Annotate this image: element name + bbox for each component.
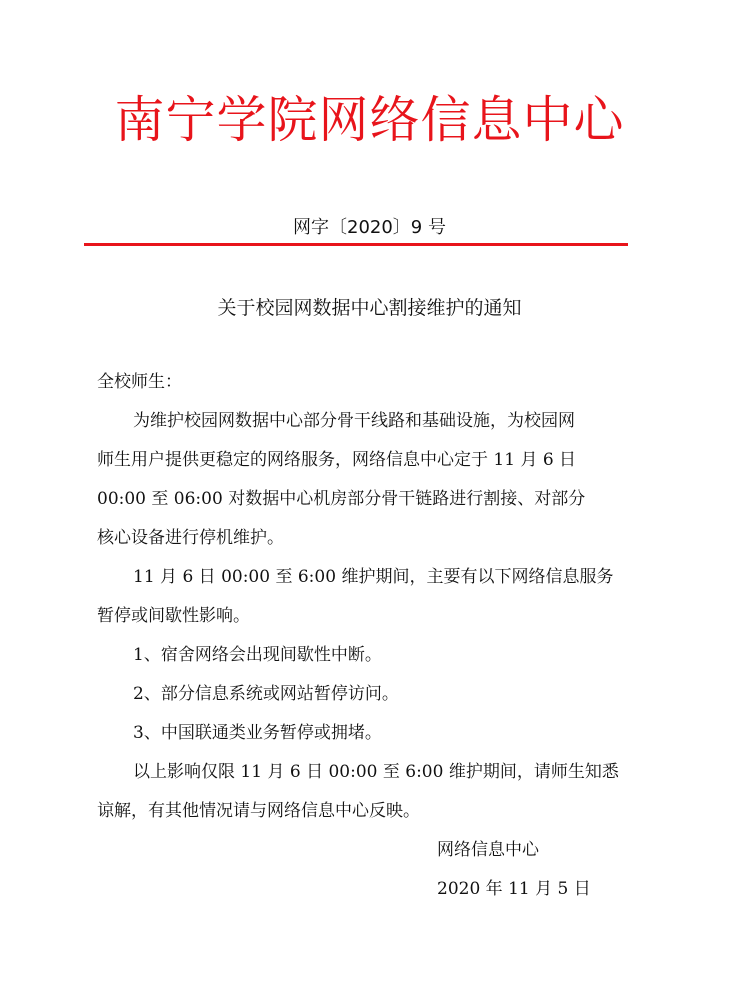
notice-title: 关于校园网数据中心割接维护的通知: [217, 297, 522, 319]
red-divider-line: [84, 243, 628, 246]
signature-date: 2020 年 11 月 5 日: [437, 879, 591, 899]
paragraph-1-line-2: 师生用户提供更稳定的网络服务，网络信息中心定于 11 月 6 日: [97, 450, 577, 470]
list-item-1: 1、宿舍网络会出现间歇性中断。: [133, 645, 382, 665]
signature-organization: 网络信息中心: [437, 840, 539, 860]
paragraph-3-line-1: 以上影响仅限 11 月 6 日 00:00 至 6:00 维护期间，请师生知悉: [133, 762, 619, 782]
paragraph-3-line-2: 谅解，有其他情况请与网络信息中心反映。: [97, 801, 420, 821]
paragraph-1-line-1: 为维护校园网数据中心部分骨干线路和基础设施，为校园网: [133, 411, 575, 431]
paragraph-2-line-1: 11 月 6 日 00:00 至 6:00 维护期间，主要有以下网络信息服务: [133, 567, 614, 587]
document-number: 网字〔2020〕9 号: [293, 217, 446, 238]
organization-header: 南宁学院网络信息中心: [114, 91, 625, 149]
paragraph-1-line-3: 00:00 至 06:00 对数据中心机房部分骨干链路进行割接、对部分: [97, 489, 586, 509]
salutation: 全校师生：: [97, 372, 182, 392]
list-item-3: 3、中国联通类业务暂停或拥堵。: [133, 723, 382, 743]
list-item-2: 2、部分信息系统或网站暂停访问。: [133, 684, 399, 704]
paragraph-1-line-4: 核心设备进行停机维护。: [97, 528, 284, 548]
paragraph-2-line-2: 暂停或间歇性影响。: [97, 606, 250, 626]
